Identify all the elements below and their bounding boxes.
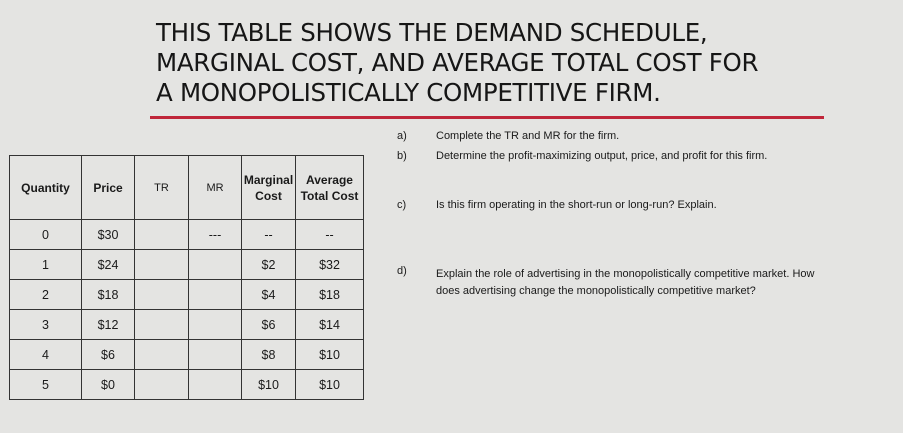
cell-mr	[189, 310, 242, 340]
cell-tr	[135, 250, 189, 280]
cell-atc: $10	[296, 370, 364, 400]
title-line-1: THIS TABLE SHOWS THE DEMAND SCHEDULE,	[156, 18, 708, 47]
header-mc-line1: Marginal	[243, 172, 294, 187]
header-marginal-cost	[242, 156, 296, 220]
header-mc-line2: Cost	[255, 188, 282, 203]
cell-tr	[135, 280, 189, 310]
header-atc-line2: Total Cost	[300, 188, 359, 203]
table-row	[10, 370, 364, 400]
cell-mc: $4	[242, 280, 296, 310]
cell-quantity: 1	[10, 250, 82, 280]
slide-title	[156, 18, 816, 108]
table-row	[10, 280, 364, 310]
cell-tr	[135, 310, 189, 340]
header-price: Price	[82, 156, 135, 220]
question-d-text	[436, 266, 814, 300]
question-d-line-2: does advertising change the monopolistically competitive market?	[436, 285, 756, 297]
cell-price: $12	[82, 310, 135, 340]
question-c-label: c)	[397, 199, 407, 211]
title-line-3: A MONOPOLISTICALLY COMPETITIVE FIRM.	[156, 78, 661, 107]
question-d-label: d)	[397, 265, 407, 277]
cell-atc: $32	[296, 250, 364, 280]
cell-mr	[189, 250, 242, 280]
cell-quantity: 5	[10, 370, 82, 400]
title-underline	[150, 116, 824, 119]
cell-price: $6	[82, 340, 135, 370]
cell-tr	[135, 220, 189, 250]
question-a-text: Complete the TR and MR for the firm.	[436, 130, 620, 142]
header-quantity: Quantity	[10, 156, 82, 220]
cell-mc: --	[242, 220, 296, 250]
question-b-text: Determine the profit-maximizing output, price, and profit for this firm.	[436, 150, 768, 162]
cell-mr: ---	[189, 220, 242, 250]
cell-price: $24	[82, 250, 135, 280]
question-c-text: Is this firm operating in the short-run or long-run? Explain.	[436, 199, 717, 211]
cell-atc: --	[296, 220, 364, 250]
table-header-row	[10, 156, 364, 220]
cell-price: $0	[82, 370, 135, 400]
header-atc-line1: Average	[306, 172, 353, 187]
cell-atc: $14	[296, 310, 364, 340]
header-average-total-cost	[296, 156, 364, 220]
table-row	[10, 250, 364, 280]
cell-mc: $2	[242, 250, 296, 280]
demand-schedule-table	[9, 155, 364, 400]
cell-tr	[135, 370, 189, 400]
cell-price: $30	[82, 220, 135, 250]
cell-tr	[135, 340, 189, 370]
cell-price: $18	[82, 280, 135, 310]
table-row	[10, 310, 364, 340]
cell-atc: $10	[296, 340, 364, 370]
question-d-line-1: Explain the role of advertising in the monopolistically competitive market. How	[436, 268, 815, 280]
question-a-label: a)	[397, 130, 407, 142]
cell-quantity: 3	[10, 310, 82, 340]
header-mr: MR	[189, 156, 242, 220]
cell-mr	[189, 340, 242, 370]
title-line-2: MARGINAL COST, AND AVERAGE TOTAL COST FOR	[156, 48, 759, 77]
cell-mr	[189, 280, 242, 310]
question-b-label: b)	[397, 150, 407, 162]
cell-mc: $10	[242, 370, 296, 400]
table-row	[10, 220, 364, 250]
cell-mr	[189, 370, 242, 400]
cell-mc: $6	[242, 310, 296, 340]
cell-atc: $18	[296, 280, 364, 310]
header-tr: TR	[135, 156, 189, 220]
cell-mc: $8	[242, 340, 296, 370]
cell-quantity: 2	[10, 280, 82, 310]
cell-quantity: 0	[10, 220, 82, 250]
cell-quantity: 4	[10, 340, 82, 370]
table-row	[10, 340, 364, 370]
